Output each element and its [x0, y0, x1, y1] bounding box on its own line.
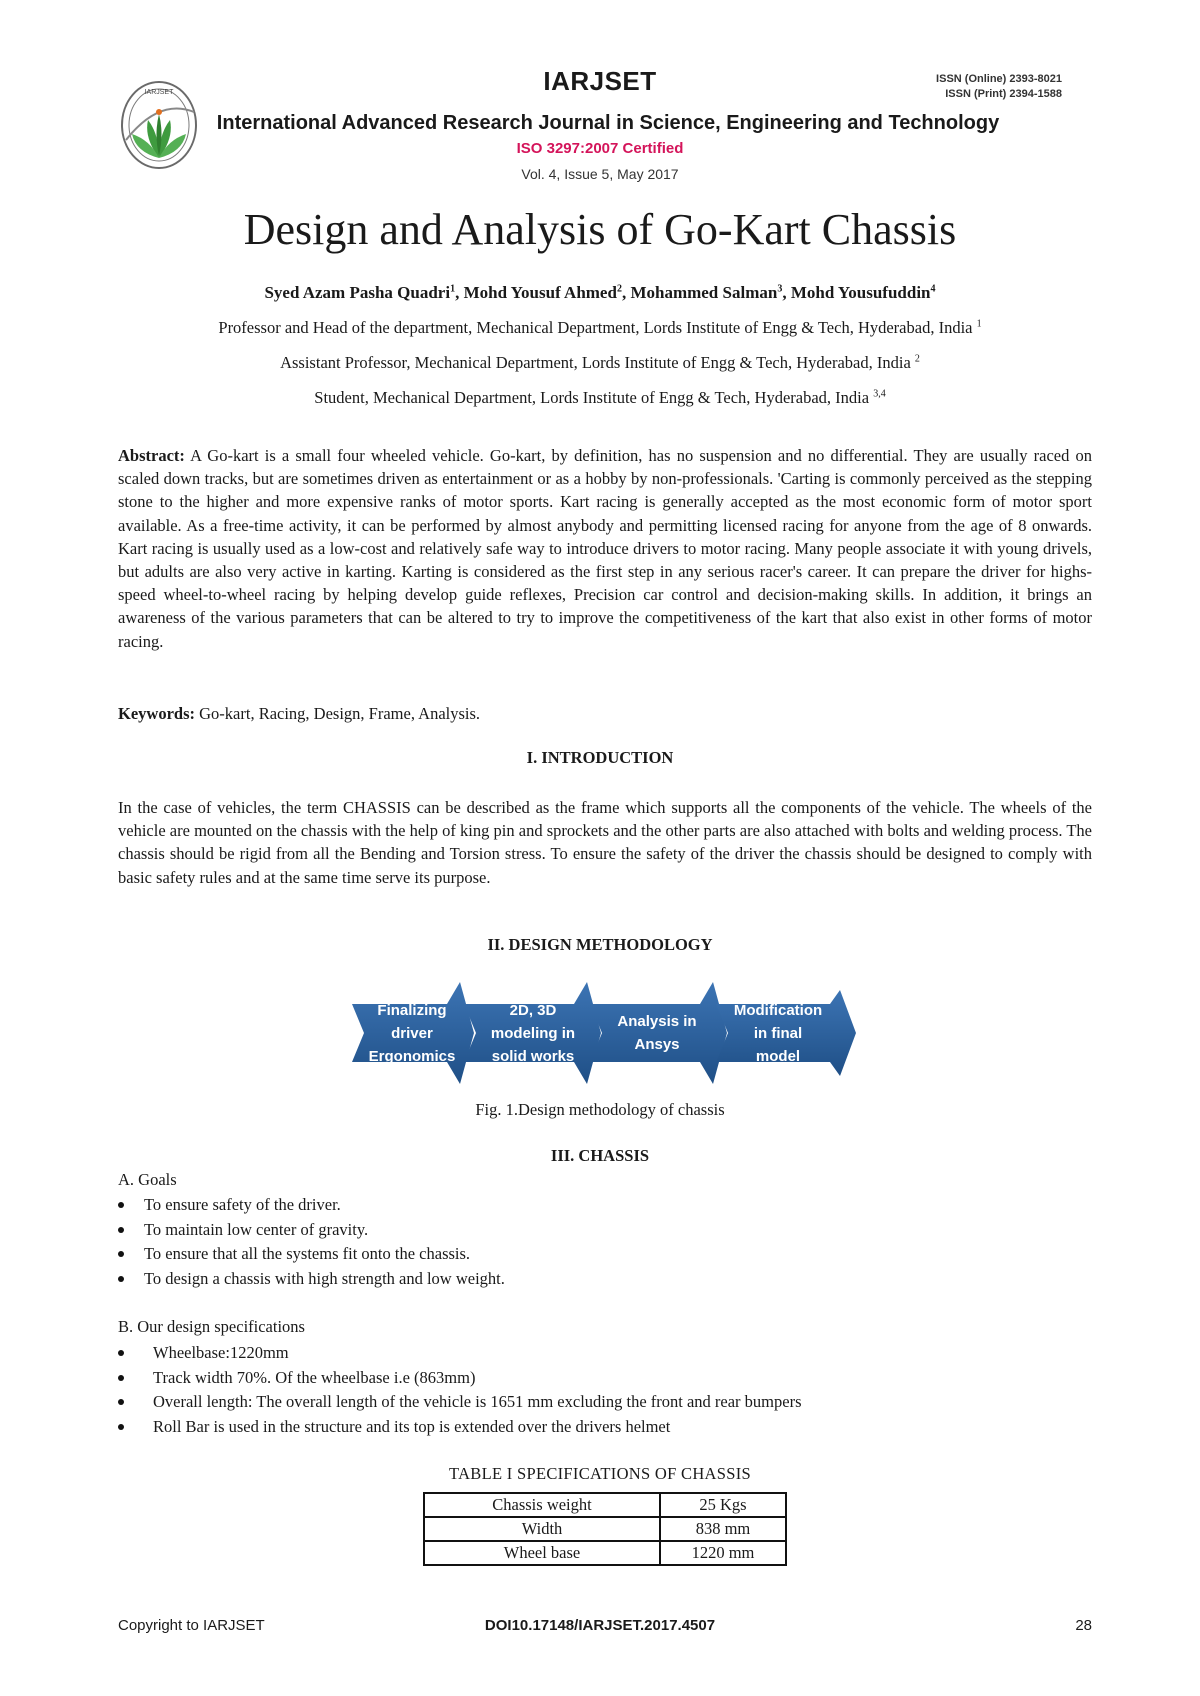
author-name: Mohd Yousufuddin [790, 283, 931, 302]
specifications-table [423, 1492, 787, 1566]
author-list [0, 283, 1200, 303]
affiliation-sup: 1 [976, 318, 982, 330]
list-item [118, 1341, 1118, 1366]
flow-step-text: Analysis in [617, 1013, 697, 1030]
author-name: Syed Azam Pasha Quadri [264, 283, 451, 302]
table-cell: 838 mm [660, 1517, 786, 1541]
author-sep: , [621, 283, 631, 302]
list-item [118, 1415, 1118, 1440]
list-item-text: Overall length: The overall length of the vehicle is 1651 mm excluding the front and rear bumpers [153, 1392, 802, 1411]
flow-step-text: in final [753, 1025, 803, 1042]
svg-text:IARJSET: IARJSET [144, 89, 174, 96]
affiliation-text: Professor and Head of the department, Mechanical Department, Lords Institute of Engg & Tech, Hyderabad, India [218, 318, 977, 337]
affiliation-3 [0, 388, 1200, 408]
list-item [118, 1218, 1018, 1243]
goals-label: A. Goals [118, 1170, 177, 1189]
flow-step-text: driver [391, 1025, 433, 1042]
table-row [424, 1541, 786, 1565]
author-sup: 3 [777, 283, 783, 295]
flow-step-text: modeling in [490, 1025, 576, 1042]
affiliation-sup: 3,4 [873, 388, 886, 400]
bullet-icon [118, 1202, 124, 1208]
bullet-icon [118, 1227, 124, 1233]
page-number: 28 [1075, 1617, 1092, 1634]
bullet-icon [118, 1399, 124, 1405]
abstract [118, 444, 1092, 653]
table-cell: 25 Kgs [660, 1493, 786, 1517]
journal-name: International Advanced Research Journal in Science, Engineering and Technology [216, 112, 1000, 134]
affiliation-1 [0, 318, 1200, 338]
bullet-icon [118, 1424, 124, 1430]
list-item [118, 1193, 1018, 1218]
flow-step-text: model [755, 1048, 801, 1065]
abstract-label: Abstract: [118, 446, 185, 465]
flow-step-text: Modification [733, 1002, 823, 1019]
affiliation-text: Assistant Professor, Mechanical Department, Lords Institute of Engg & Tech, Hyderabad, India [280, 353, 915, 372]
table-cell: Chassis weight [424, 1493, 660, 1517]
bullet-icon [118, 1350, 124, 1356]
flow-step-text: Finalizing [377, 1002, 447, 1019]
author-name: Mohd Yousuf Ahmed [463, 283, 617, 302]
keywords [118, 702, 1092, 725]
list-item-text: To maintain low center of gravity. [144, 1219, 369, 1239]
flow-step-text: solid works [491, 1048, 575, 1065]
specifications-label: B. Our design specifications [118, 1317, 305, 1336]
affiliation-2 [0, 353, 1200, 373]
table-row [424, 1517, 786, 1541]
table-cell: Width [424, 1517, 660, 1541]
list-item-text: To ensure that all the systems fit onto the chassis. [144, 1244, 471, 1263]
issn-block [936, 72, 1062, 102]
footer-doi: DOI10.17148/IARJSET.2017.4507 [484, 1617, 716, 1634]
keywords-label: Keywords: [118, 704, 195, 723]
author-name: Mohammed Salman [630, 283, 778, 302]
introduction-text: In the case of vehicles, the term CHASSIS can be described as the frame which supports all the components of the vehicle. The wheels of the vehicle are mounted on the chassis with the help of king pin and sprockets and the other parts are also attached with bolts and welding process. The chassis should be rigid from all the Bending and Torsion stress. To ensure the safety of the driver the chassis should be designed to comply with basic safety rules and at the same time serve its purpose. [118, 798, 1092, 887]
list-item [118, 1390, 1118, 1415]
list-item-text: Track width 70%. Of the wheelbase i.e (863mm) [153, 1367, 476, 1387]
table-title: TABLE I SPECIFICATIONS OF CHASSIS [449, 1464, 751, 1483]
design-methodology-diagram [352, 982, 856, 1084]
flow-step-text: Ergonomics [368, 1048, 456, 1065]
list-item-text: To ensure safety of the driver. [144, 1195, 341, 1214]
table-cell: 1220 mm [660, 1541, 786, 1565]
list-item-text: Roll Bar is used in the structure and its top is extended over the drivers helmet [153, 1416, 671, 1436]
author-sup: 4 [930, 283, 936, 295]
paper-title: Design and Analysis of Go-Kart Chassis [243, 205, 957, 254]
keywords-text: Go-kart, Racing, Design, Frame, Analysis. [199, 704, 481, 723]
specifications-list [118, 1341, 1118, 1439]
footer-copyright: Copyright to IARJSET [118, 1617, 265, 1634]
goals-list [118, 1193, 1018, 1291]
abstract-text: A Go-kart is a small four wheeled vehicle. Go-kart, by definition, has no suspension and no differential. They are usually raced on scaled down tracks, but are sometimes driven as entertainment or as a hobby by non-professionals. 'Carting is commonly perceived as the stepping stone to the higher and more expensive ranks of motor sports. Kart racing is generally accepted as the most economic form of motor sport available. As a free-time activity, it can be performed by almost anybody and permitting licensed racing for anyone from the age of 8 onwards. Kart racing is usually used as a low-cost and relatively safe way to introduce drivers to motor racing. Many people associate it with young drivels, but adults are also very active in karting. Karting is considered as the first step in any serious racer's career. It can prepare the driver for highs-speed wheel-to-wheel racing by helping develop guide reflexes, Precision car control and decision-making skills. In addition, it brings an awareness of the various parameters that can be altered to try to improve the competitiveness of the kart that also exist in other forms of motor racing. [118, 446, 1092, 651]
list-item-text: To design a chassis with high strength and low weight. [144, 1268, 505, 1288]
bullet-icon [118, 1375, 124, 1381]
bullet-icon [118, 1251, 124, 1257]
list-item [118, 1366, 1118, 1391]
affiliation-sup: 2 [914, 353, 920, 365]
affiliation-text: Student, Mechanical Department, Lords Institute of Engg & Tech, Hyderabad, India [314, 388, 874, 407]
list-item [118, 1267, 1018, 1292]
volume-issue: Vol. 4, Issue 5, May 2017 [521, 166, 679, 182]
bullet-icon [118, 1276, 124, 1282]
flow-step-text: 2D, 3D [509, 1002, 557, 1019]
section-heading-design-methodology: II. DESIGN METHODOLOGY [487, 935, 713, 954]
table-row [424, 1493, 786, 1517]
flow-step-shape [590, 982, 727, 1084]
author-sup: 1 [450, 283, 456, 295]
table-cell: Wheel base [424, 1541, 660, 1565]
list-item-text: Wheelbase:1220mm [153, 1343, 289, 1362]
section-heading-chassis: III. CHASSIS [550, 1146, 650, 1165]
figure-caption: Fig. 1.Design methodology of chassis [475, 1100, 725, 1119]
issn-print: ISSN (Print) 2394-1588 [945, 88, 1062, 100]
author-sep: , [782, 283, 791, 302]
iso-certification: ISO 3297:2007 Certified [516, 140, 684, 157]
author-sep: , [455, 283, 464, 302]
issn-online: ISSN (Online) 2393-8021 [936, 73, 1062, 85]
flow-step-text: Ansys [634, 1036, 680, 1053]
section-heading-introduction: I. INTRODUCTION [526, 748, 674, 767]
list-item [118, 1242, 1018, 1267]
author-sup: 2 [616, 283, 622, 295]
journal-acronym: IARJSET [543, 66, 657, 96]
